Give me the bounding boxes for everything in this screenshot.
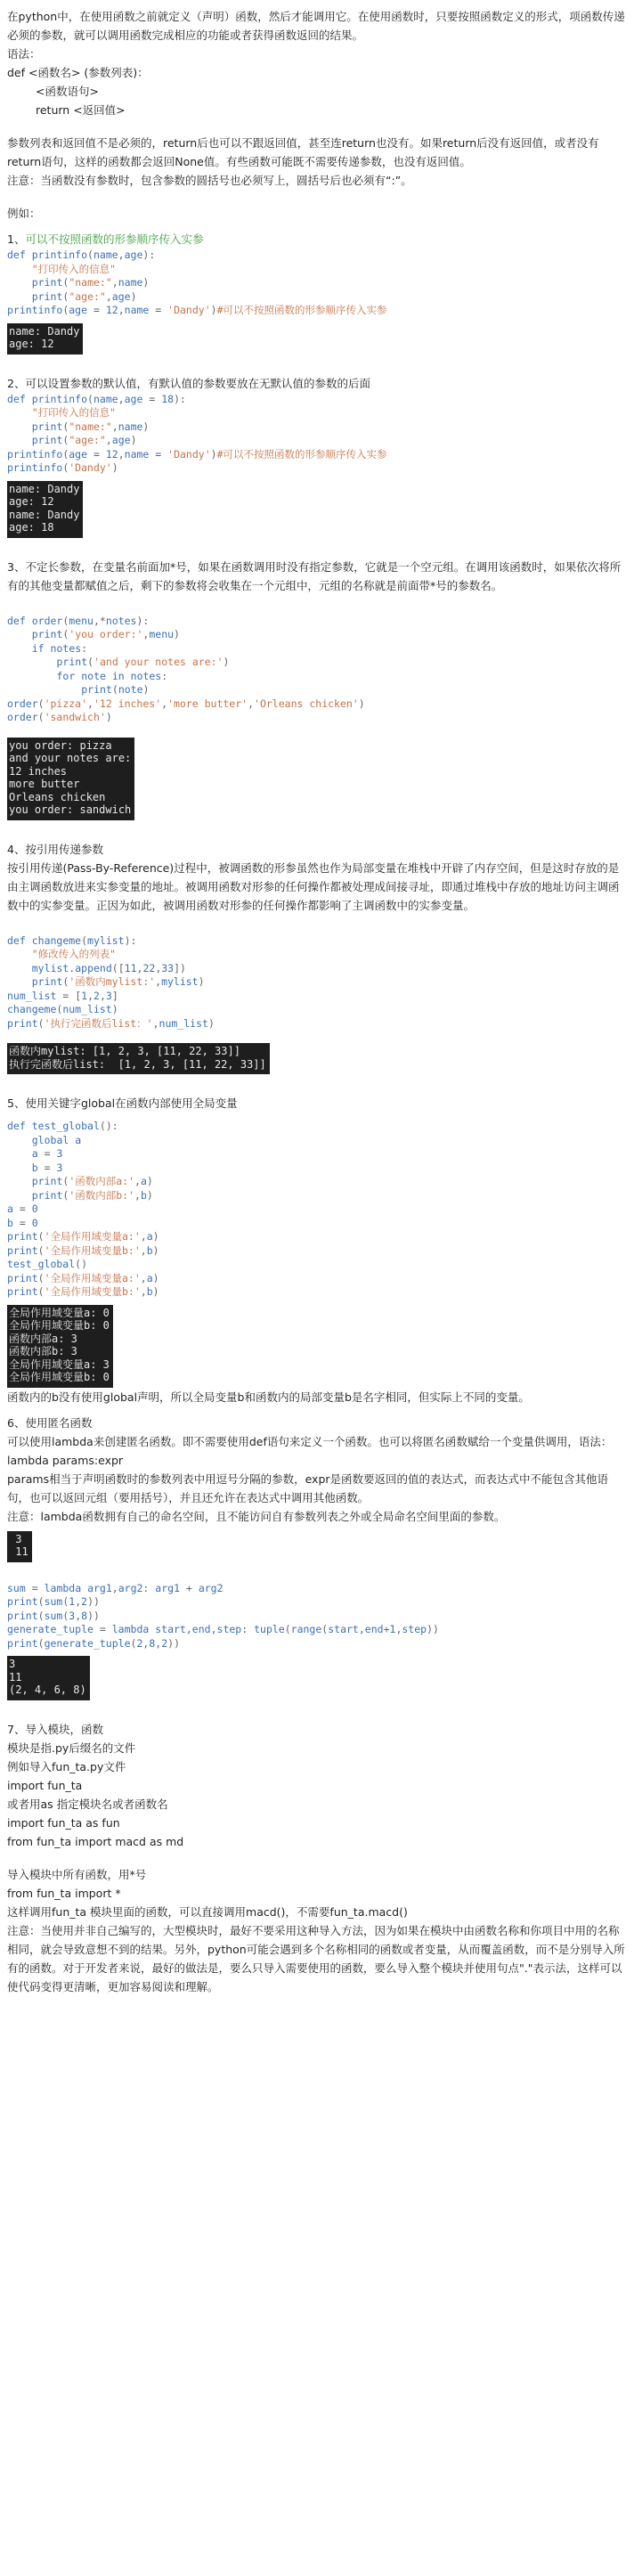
code-line: b = 0 — [7, 1216, 38, 1229]
code-line: def order(menu,*notes): — [7, 614, 150, 627]
syntax-label: 语法： — [7, 47, 41, 61]
console-output: 3 11 — [7, 1531, 32, 1562]
code-line: mylist.append([11,22,33]) — [31, 961, 186, 974]
code-line: test_global() — [7, 1258, 88, 1270]
code-line: printinfo(age = 12,name = 'Dandy')#可以不按照函数的形参顺序传入实参 — [7, 447, 387, 461]
code-line: "打印传入的信息" — [31, 262, 117, 275]
section-paragraph: 按引用传递(Pass-By-Reference)过程中，被调函数的形参虽然也作为局部变量在堆栈中开辟了内存空间，但是这时存放的是由主调函数放进来实参变量的地址。被调用函数对形参的任何操作都被处理成间接寻址，即通过堆栈中存放的地址访问主调函数中的实参变量。正因为如此，被调用函数对形参的任何操作都影响了主调函数中的实参变量。 — [7, 860, 620, 912]
code-block — [7, 615, 627, 725]
intro-paragraph: 参数列表和返回值不是必须的，return后也可以不跟返回值，甚至连return也没有。如果return后没有返回值，或者没有return语句，这样的函数都会返回None值。有些函数可能既不需要传递参数，也没有返回值。 — [7, 136, 599, 168]
section-paragraph: 可以使用lambda来创建匿名函数。即不需要使用def语句来定义一个函数。也可以将匿名函数赋给一个变量供调用，语法： — [7, 1434, 613, 1448]
syntax-line: lambda params:expr — [7, 1453, 124, 1467]
code-line: print(sum(3,8)) — [7, 1609, 100, 1622]
code-line: print("age:",age) — [31, 289, 137, 303]
code-line: print('函数内mylist:',mylist) — [31, 975, 205, 988]
section-paragraph: params相当于声明函数时的参数列表中用逗号分隔的参数，expr是函数要返回的值的表达式，而表达式中不能包含其他语句，也可以返回元组（要用括号），并且还允许在表达式中调用其他函数。 — [7, 1471, 609, 1504]
section-title: 4、按引用传递参数 — [7, 842, 103, 856]
console-output: name: Dandy age: 12 — [7, 323, 83, 355]
code-line: print('全局作用域变量b:',b) — [7, 1285, 159, 1298]
code-block — [7, 1582, 627, 1651]
console-output: name: Dandy age: 12 name: Dandy age: 18 — [7, 481, 83, 538]
console-output: you order: pizza and your notes are: 12 inches more butter Orleans chicken you order: sandwich — [7, 738, 134, 820]
code-line: printinfo(age = 12,name = 'Dandy')#可以不按照函数的形参顺序传入实参 — [7, 304, 387, 316]
code-line: print("name:",name) — [31, 276, 150, 289]
code-line: "打印传入的信息" — [31, 406, 117, 419]
text-line: import fun_ta as fun — [7, 1815, 120, 1830]
text-line: 例如导入fun_ta.py文件 — [7, 1759, 126, 1773]
code-line: print(generate_tuple(2,8,2)) — [7, 1636, 180, 1650]
example-label: 例如： — [7, 207, 41, 220]
code-line: def printinfo(name,age): — [7, 249, 156, 261]
code-line: order('sandwich') — [7, 711, 112, 723]
text-line: 注意：当使用并非自己编写的，大型模块时，最好不要采用这种导入方法，因为如果在模块中由函数名称和你项目中用的名称相同，就会导致意想不到的结果。另外，python可能会遇到多个名称相同的函数或者变量，从而覆盖函数，而不是分别导入所有的函数。对于开发者来说，最好的做法是，要么只导入需要使用的函数，要么导入整个模块并使用句点"."表示法，这样可以使代码变得更清晰，更加容易阅读和理解。 — [7, 1923, 625, 1993]
code-line: generate_tuple = lambda start,end,step: tuple(range(start,end+1,step)) — [7, 1623, 439, 1635]
code-block — [7, 934, 627, 1031]
code-line: def changeme(mylist): — [7, 933, 137, 947]
import-lines-2 — [7, 1865, 627, 1996]
text-line: 这样调用fun_ta 模块里面的函数，可以直接调用macd()，不需要fun_ta.macd() — [7, 1904, 408, 1919]
code-line: print('全局作用域变量a:',a) — [7, 1271, 159, 1284]
code-line: print("name:",name) — [31, 420, 150, 433]
section-number: 1、 — [7, 232, 26, 246]
syntax-line: def <函数名> (参数列表)： — [7, 66, 149, 79]
code-line: print('执行完函数后list：',num_list) — [7, 1016, 215, 1030]
console-output: 函数内mylist: [1, 2, 3, [11, 22, 33]] 执行完函数后list: [1, 2, 3, [11, 22, 33]] — [7, 1043, 270, 1074]
text-line: import fun_ta — [7, 1778, 83, 1792]
code-line: print('函数内部b:',b) — [31, 1188, 153, 1202]
intro-paragraph: 在python中，在使用函数之前就定义（声明）函数，然后才能调用它。在使用函数时，只要按照函数定义的形式，项函数传递必须的参数，就可以调用函数完成相应的功能或者获得函数返回的结果。 — [7, 10, 625, 42]
syntax-line: return <返回值> — [36, 103, 126, 117]
text-line: from fun_ta import macd as md — [7, 1834, 184, 1848]
code-line: b = 3 — [31, 1161, 63, 1174]
text-line: 或者用as 指定模块名或者函数名 — [7, 1797, 168, 1811]
section-title-text: 可以不按照函数的形参顺序传入实参 — [25, 232, 204, 246]
code-line: def printinfo(name,age = 18): — [7, 392, 186, 405]
code-block — [7, 393, 627, 476]
text-line: 导入模块中所有函数，用*号 — [7, 1867, 147, 1881]
code-line: changeme(num_list) — [7, 1003, 118, 1015]
section-title — [7, 230, 627, 249]
section-note: 函数内的b没有使用global声明，所以全局变量b和函数内的局部变量b是名字相同，但实际上不同的变量。 — [7, 1390, 530, 1404]
text-line: from fun_ta import * — [7, 1886, 121, 1900]
console-output: 全局作用域变量a: 0 全局作用域变量b: 0 函数内部a: 3 函数内部b: 3 全局作用域变量a: 3 全局作用域变量b: 0 — [7, 1305, 113, 1388]
code-line: for note in notes: — [56, 669, 168, 682]
console-output: 3 11 (2, 4, 6, 8) — [7, 1656, 90, 1700]
code-line: print("age:",age) — [31, 434, 137, 446]
section-title: 5、使用关键字global在函数内部使用全局变量 — [7, 1096, 238, 1110]
code-line: print(note) — [81, 683, 150, 696]
code-line: print('函数内部a:',a) — [31, 1175, 153, 1187]
code-line: num_list = [1,2,3] — [7, 989, 118, 1002]
code-line: global a — [31, 1133, 82, 1146]
code-line: a = 0 — [7, 1202, 38, 1215]
code-line: printinfo('Dandy') — [7, 461, 118, 474]
code-line: a = 3 — [31, 1147, 63, 1160]
section-title: 6、使用匿名函数 — [7, 1415, 93, 1430]
code-block — [7, 249, 627, 318]
code-block — [7, 1120, 627, 1300]
syntax-line: <函数语句> — [36, 85, 99, 98]
note-paragraph: 注意：lambda函数拥有自己的命名空间，且不能访问自有参数列表之外或全局命名空间里面的参数。 — [7, 1509, 506, 1523]
code-line: "修改传入的列表" — [31, 948, 117, 960]
code-line: if notes: — [31, 641, 88, 655]
import-lines — [7, 1739, 627, 1851]
code-line: order('pizza','12 inches','more butter','Orleans chicken') — [7, 697, 365, 710]
code-line: print('全局作用域变量a:',a) — [7, 1230, 159, 1243]
text-line: 模块是指.py后缀名的文件 — [7, 1740, 136, 1755]
code-line: print('and your notes are:') — [56, 656, 230, 668]
code-line: print('全局作用域变量b:',b) — [7, 1243, 159, 1257]
note-paragraph: 注意：当函数没有参数时，包含参数的圆括号也必须写上，圆括号后也必须有“:”。 — [7, 174, 412, 187]
section-title: 2、可以设置参数的默认值，有默认值的参数要放在无默认值的参数的后面 — [7, 376, 370, 390]
code-line: print(sum(1,2)) — [7, 1595, 100, 1608]
section-title: 3、不定长参数，在变量名前面加*号，如果在函数调用时没有指定参数，它就是一个空元组。在调用该函数时，如果依次将所有的其他变量都赋值之后，剩下的参数将会收集在一个元组中，元组的名称就是前面带*号的参数名。 — [7, 559, 622, 592]
code-line: def test_global(): — [7, 1120, 118, 1132]
code-line: print('you order:',menu) — [31, 628, 180, 640]
section-title: 7、导入模块，函数 — [7, 1722, 103, 1736]
code-line: sum = lambda arg1,arg2: arg1 + arg2 — [7, 1581, 224, 1594]
